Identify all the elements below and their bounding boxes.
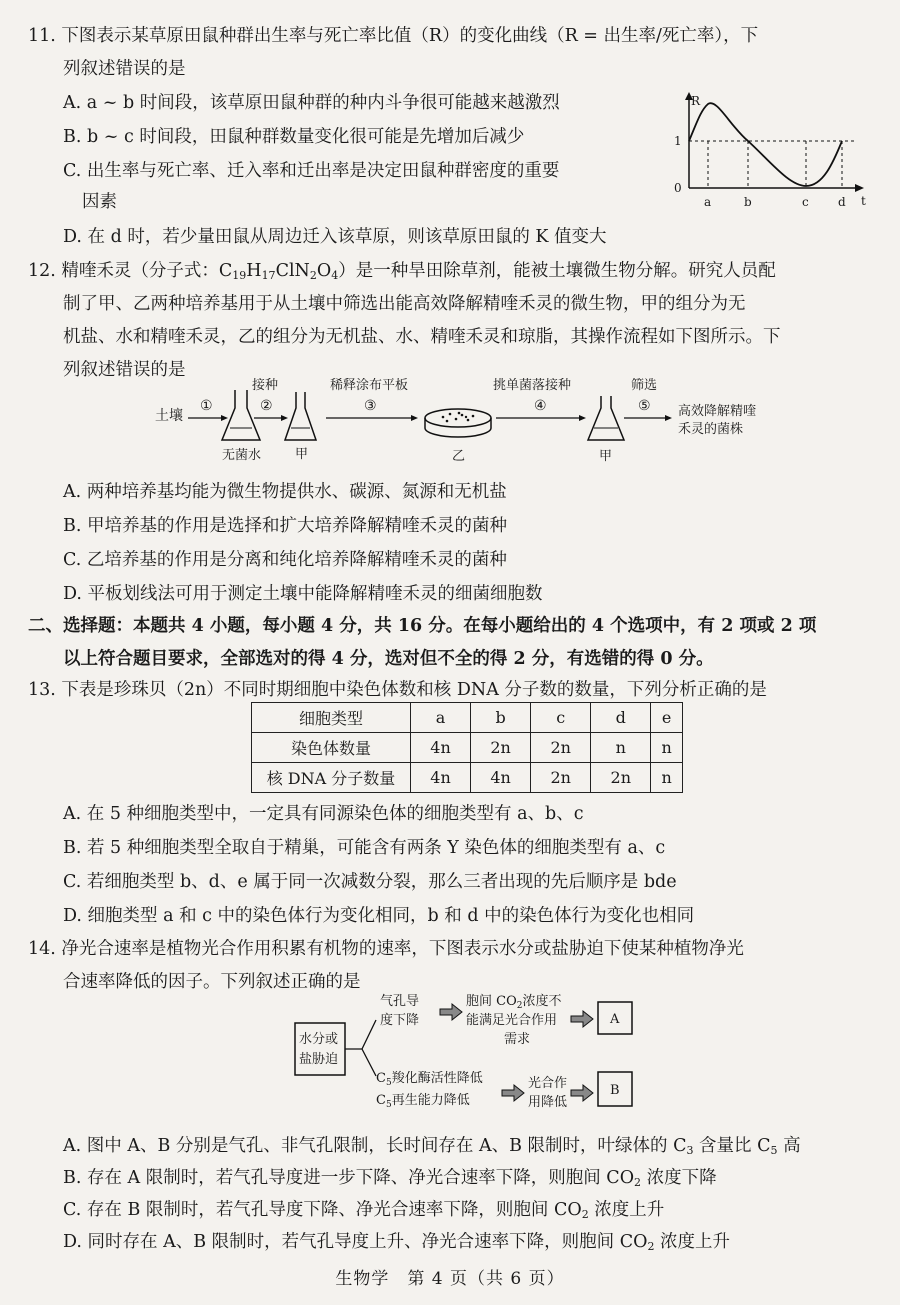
q14-option-d: D. 同时存在 A、B 限制时，若气孔导度上升、净光合速率下降，则胞间 $CO_2$ 浓度上升 bbox=[63, 1232, 731, 1253]
page-footer: 生物学 第 4 页（共 6 页） bbox=[335, 1269, 565, 1289]
table-cell: n bbox=[591, 733, 651, 763]
graph-origin: 0 bbox=[674, 181, 682, 195]
table-cell: 2n bbox=[591, 763, 651, 793]
q14-option-c: C. 存在 B 限制时，若气孔导度下降、净光合速率下降，则胞间 $CO_2$ 浓度上升 bbox=[63, 1200, 665, 1221]
arrow-icon bbox=[502, 1085, 524, 1101]
flask-jia-1 bbox=[285, 392, 316, 440]
box-b-label: B bbox=[610, 1083, 620, 1098]
q13-option-a: A. 在 5 种细胞类型中，一定具有同源染色体的细胞类型有 a、b、c bbox=[63, 804, 584, 824]
flow-jia-2: 甲 bbox=[599, 449, 613, 464]
table-header-cell: e bbox=[651, 703, 683, 733]
flow-soil: 土壤 bbox=[155, 408, 183, 424]
q11-option-b: B. b ~ c 时间段，田鼠种群数量变化很可能是先增加后减少 bbox=[63, 127, 525, 147]
q11-option-c: C. 出生率与死亡率、迁入率和迁出率是决定田鼠种群密度的重要 bbox=[63, 161, 560, 181]
mid-line2: 能满足光合作用 bbox=[466, 1013, 558, 1028]
flow-result-line2: 禾灵的菌株 bbox=[678, 422, 744, 437]
flask-jia-2 bbox=[588, 396, 624, 440]
graph-y-label: R bbox=[691, 94, 701, 108]
stress-box bbox=[295, 1023, 345, 1075]
section2-heading-line1: 二、选择题：本题共 4 小题，每小题 4 分，共 16 分。在每小题给出的 4 个选项中，有 2 项或 2 项 bbox=[28, 616, 817, 636]
q11-option-d: D. 在 d 时，若少量田鼠从周边迁入该草原，则该草原田鼠的 K 值变大 bbox=[63, 227, 607, 247]
r-curve bbox=[689, 103, 842, 186]
flow-spread-plate: 稀释涂布平板 bbox=[330, 378, 409, 393]
top-line1: 气孔导 bbox=[380, 994, 420, 1009]
box-a-label: A bbox=[610, 1012, 620, 1027]
colonies bbox=[442, 412, 475, 423]
table-cell: n bbox=[651, 763, 683, 793]
q14-option-b: B. 存在 A 限制时，若气孔导度进一步下降、净光合速率下降，则胞间 $CO_2$ 浓度下降 bbox=[63, 1168, 717, 1189]
q14-option-a: A. 图中 A、B 分别是气孔、非气孔限制，长时间存在 A、B 限制时，叶绿体的 $C_3$ 含量比 $C_5$ 高 bbox=[63, 1136, 801, 1157]
q11-option-a: A. a ~ b 时间段，该草原田鼠种群的种内斗争很可能越来越激烈 bbox=[63, 93, 560, 113]
flow-inoculate: 接种 bbox=[252, 378, 279, 393]
top-line2: 度下降 bbox=[380, 1013, 420, 1028]
table-header-cell: d bbox=[591, 703, 651, 733]
q13-option-c: C. 若细胞类型 b、d、e 属于同一次减数分裂，那么三者出现的先后顺序是 bde bbox=[63, 872, 677, 892]
table-header-cell: c bbox=[531, 703, 591, 733]
table-header-cell: b bbox=[471, 703, 531, 733]
flow-jia-1: 甲 bbox=[295, 447, 309, 462]
flow-screen: 筛选 bbox=[631, 378, 658, 393]
q12-stem-line3: 机盐、水和精喹禾灵，乙的组分为无机盐、水、精喹禾灵和琼脂，其操作流程如下图所示。下 bbox=[63, 327, 781, 347]
graph-y-one: 1 bbox=[674, 134, 682, 148]
q12-stem-line2: 制了甲、乙两种培养基用于从土壤中筛选出能高效降解精喹禾灵的微生物，甲的组分为无 bbox=[63, 294, 746, 314]
stress-factor-diagram bbox=[290, 990, 670, 1115]
flow-result-line1: 高效降解精喹 bbox=[678, 404, 757, 419]
flow-step5: ⑤ bbox=[638, 398, 651, 414]
mid-line3: 需求 bbox=[504, 1032, 531, 1047]
table-cell: 核 DNA 分子数量 bbox=[252, 763, 411, 793]
plate-yi bbox=[425, 409, 491, 427]
q12-option-b: B. 甲培养基的作用是选择和扩大培养降解精喹禾灵的菌种 bbox=[63, 516, 507, 536]
flow-step4: ④ bbox=[534, 398, 547, 414]
bottom-line1: $C_5$羧化酶活性降低 bbox=[376, 1071, 483, 1088]
stress-line1: 水分或 bbox=[299, 1032, 339, 1047]
flow-yi: 乙 bbox=[452, 449, 466, 464]
flow-step1: ① bbox=[200, 398, 213, 414]
stress-line2: 盐胁迫 bbox=[299, 1052, 339, 1067]
q13-stem: 13. 下表是珍珠贝（2n）不同时期细胞中染色体数和核 DNA 分子数的数量，下列分析正确的是 bbox=[28, 680, 767, 700]
table-cell: 4n bbox=[471, 763, 531, 793]
table-cell: 4n bbox=[411, 763, 471, 793]
graph-x-label: t bbox=[861, 194, 866, 208]
table-cell: 2n bbox=[471, 733, 531, 763]
table-header-cell: a bbox=[411, 703, 471, 733]
table-cell: 染色体数量 bbox=[252, 733, 411, 763]
chromosome-dna-table bbox=[251, 702, 683, 793]
q12-option-c: C. 乙培养基的作用是分离和纯化培养降解精喹禾灵的菌种 bbox=[63, 550, 507, 570]
graph-tick-a: a bbox=[704, 195, 712, 209]
table-header-row bbox=[252, 703, 683, 733]
q11-option-c-cont: 因素 bbox=[82, 192, 117, 212]
branch-lines bbox=[345, 1020, 376, 1076]
q14-stem-line1: 14. 净光合速率是植物光合作用积累有机物的速率，下图表示水分或盐胁迫下使某种植物净光 bbox=[28, 939, 744, 959]
flow-step2: ② bbox=[260, 398, 273, 414]
graph-tick-d: d bbox=[838, 195, 846, 209]
mid-line1: 胞间 $CO_2$浓度不 bbox=[466, 994, 562, 1011]
table-cell: n bbox=[651, 733, 683, 763]
arrow-icon bbox=[571, 1085, 593, 1101]
q13-option-d: D. 细胞类型 a 和 c 中的染色体行为变化相同，b 和 d 中的染色体行为变化也相同 bbox=[63, 906, 695, 926]
q14-stem-line2: 合速率降低的因子。下列叙述正确的是 bbox=[63, 972, 361, 992]
q12-option-a: A. 两种培养基均能为微生物提供水、碳源、氮源和无机盐 bbox=[63, 482, 507, 502]
q13-option-b: B. 若 5 种细胞类型全取自于精巢，可能含有两条 Y 染色体的细胞类型有 a、c bbox=[63, 838, 666, 858]
q12-stem-line4: 列叙述错误的是 bbox=[63, 360, 186, 380]
flow-sterile-water: 无菌水 bbox=[222, 448, 262, 463]
table-row bbox=[252, 763, 683, 793]
r-ratio-curve-graph bbox=[665, 88, 870, 213]
q11-stem-line2: 列叙述错误的是 bbox=[63, 59, 186, 79]
section2-heading-line2: 以上符合题目要求，全部选对的得 4 分，选对但不全的得 2 分，有选错的得 0 分。 bbox=[63, 649, 714, 669]
graph-tick-b: b bbox=[744, 195, 752, 209]
table-header-cell: 细胞类型 bbox=[252, 703, 411, 733]
arrow-icon bbox=[571, 1011, 593, 1027]
arrow-icon bbox=[440, 1004, 462, 1020]
q12-stem-line1: 12. 精喹禾灵（分子式：$C_{19}H_{17}ClN_2O_4$）是一种旱田除草剂，能被土壤微生物分解。研究人员配 bbox=[28, 261, 776, 282]
q12-option-d: D. 平板划线法可用于测定土壤中能降解精喹禾灵的细菌细胞数 bbox=[63, 584, 543, 604]
flask-sterile-water bbox=[222, 390, 260, 440]
result-line2: 用降低 bbox=[528, 1095, 568, 1110]
table-row bbox=[252, 733, 683, 763]
table-cell: 2n bbox=[531, 763, 591, 793]
flow-step3: ③ bbox=[364, 398, 377, 414]
bottom-line2: $C_5$再生能力降低 bbox=[376, 1093, 470, 1110]
x-axis-arrow bbox=[855, 184, 864, 192]
graph-tick-c: c bbox=[802, 195, 809, 209]
table-cell: 2n bbox=[531, 733, 591, 763]
flow-pick-colony: 挑单菌落接种 bbox=[493, 378, 572, 393]
screening-flow-diagram bbox=[150, 378, 800, 473]
result-line1: 光合作 bbox=[528, 1076, 568, 1091]
table-cell: 4n bbox=[411, 733, 471, 763]
q11-stem-line1: 11. 下图表示某草原田鼠种群出生率与死亡率比值（R）的变化曲线（R = 出生率/死亡率），下 bbox=[28, 26, 759, 46]
